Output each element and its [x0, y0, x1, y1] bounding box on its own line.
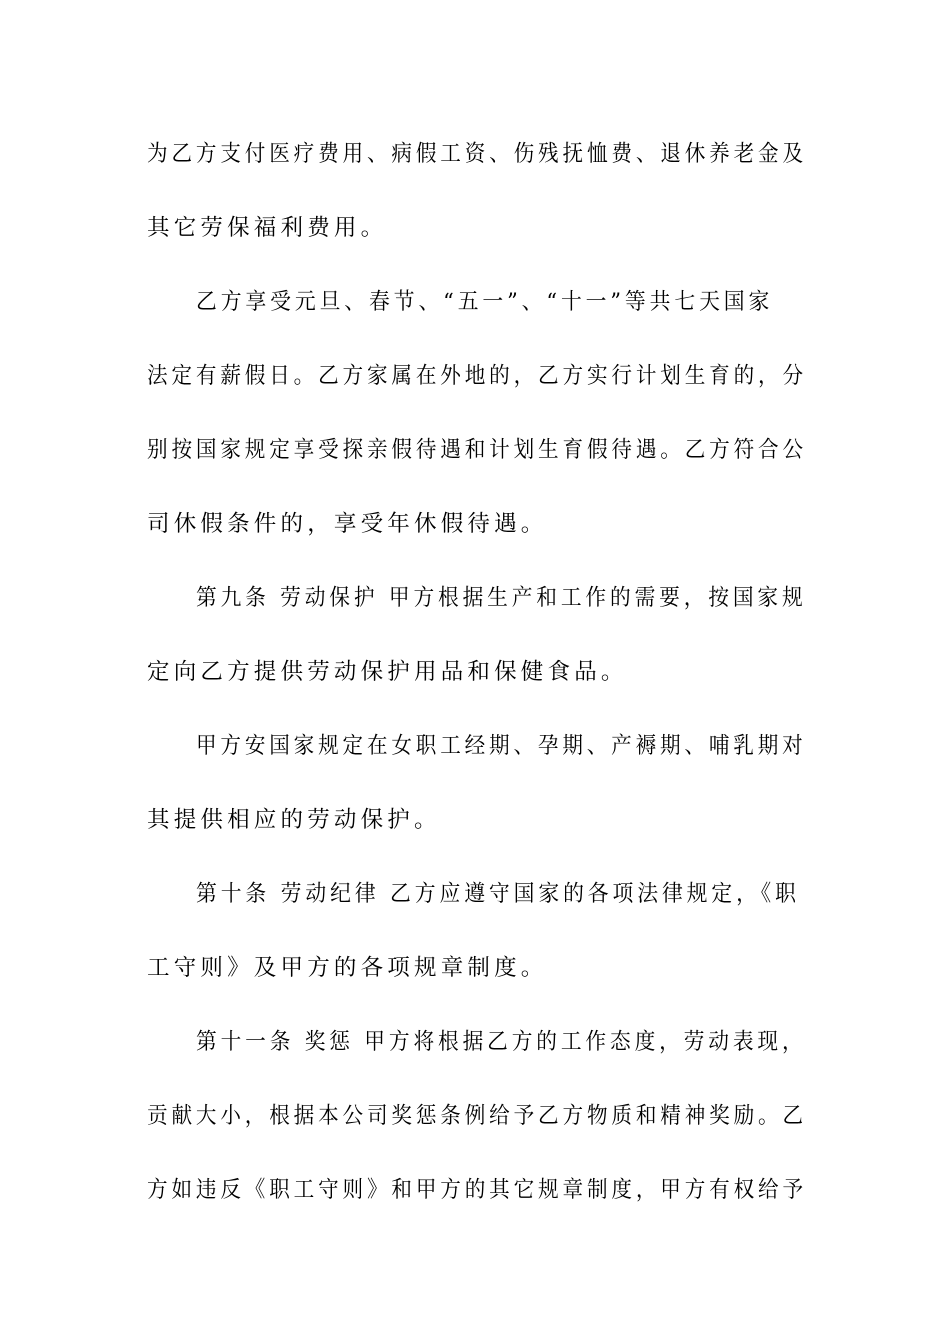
paragraph-start-line: 乙方享受元旦、春节、“五一”、“十一”等共七天国家 — [196, 289, 774, 315]
text-line: 方如违反《职工守则》和甲方的其它规章制度，甲方有权给予 — [147, 1177, 807, 1203]
paragraph-start-line: 第九条 劳动保护 甲方根据生产和工作的需要，按国家规 — [196, 585, 807, 611]
text-line: 别按国家规定享受探亲假待遇和计划生育假待遇。乙方符合公 — [147, 437, 807, 463]
text-line: 法定有薪假日。乙方家属在外地的，乙方实行计划生育的，分 — [147, 363, 807, 389]
text-line: 司休假条件的，享受年休假待遇。 — [147, 511, 548, 537]
text-line: 工守则》及甲方的各项规章制度。 — [147, 955, 548, 981]
paragraph-start-line: 第十一条 奖惩 甲方将根据乙方的工作态度，劳动表现， — [196, 1029, 807, 1055]
paragraph-start-line: 甲方安国家规定在女职工经期、孕期、产褥期、哺乳期对 — [196, 733, 807, 759]
text-line: 其它劳保福利费用。 — [147, 215, 388, 241]
text-line: 其提供相应的劳动保护。 — [147, 807, 441, 833]
text-line: 贡献大小，根据本公司奖惩条例给予乙方物质和精神奖励。乙 — [147, 1103, 807, 1129]
text-line: 定向乙方提供劳动保护用品和保健食品。 — [147, 659, 628, 685]
paragraph-start-line: 第十条 劳动纪律 乙方应遵守国家的各项法律规定，《职 — [196, 881, 800, 907]
text-line: 为乙方支付医疗费用、病假工资、伤残抚恤费、退休养老金及 — [147, 141, 807, 167]
